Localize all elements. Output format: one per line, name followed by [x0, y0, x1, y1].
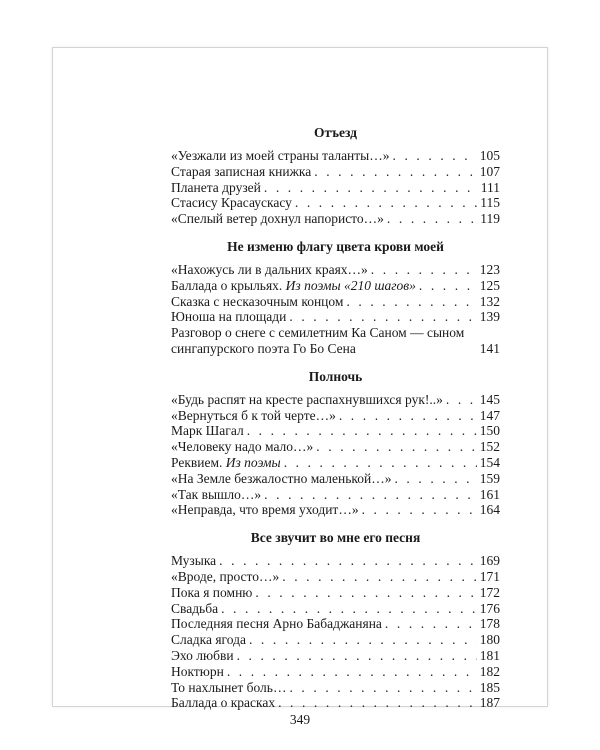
entry-page-number: 187 — [479, 695, 500, 711]
entry-page-number: 105 — [479, 148, 500, 163]
entry-page-number: 115 — [480, 195, 500, 211]
entry-page-number: 169 — [479, 553, 500, 569]
section-title: Все звучит во мне его песня — [250, 530, 421, 546]
dot-leader — [289, 309, 476, 325]
entry-page-number: 161 — [479, 486, 500, 502]
page-number: 349 — [289, 712, 311, 727]
dot-leader — [339, 408, 477, 424]
toc-section — [171, 238, 500, 357]
dot-leader — [387, 211, 477, 227]
dot-leader — [289, 680, 476, 696]
toc-entry — [171, 601, 500, 617]
entry-title: Эхо любви — [171, 647, 234, 663]
toc-entry — [171, 309, 500, 325]
toc-entry — [171, 195, 500, 211]
entry-title: Баллада о крыльях. — [171, 277, 283, 293]
entry-title: «Нахожусь ли в дальних краях…» — [171, 261, 368, 277]
toc-entry — [171, 569, 500, 585]
entry-page-number: 172 — [479, 584, 500, 600]
entry-title-italic: Из поэмы «210 шагов» — [285, 277, 416, 293]
entry-page-number: 132 — [479, 293, 500, 309]
toc-section — [171, 368, 500, 518]
section-title: Полночь — [308, 368, 363, 384]
dot-leader — [393, 148, 477, 164]
dot-leader — [247, 423, 477, 439]
entry-title: «Уезжали из моей страны таланты…» — [171, 148, 390, 163]
entry-title: «Вроде, просто…» — [171, 568, 280, 584]
dot-leader — [446, 392, 477, 408]
dot-leader — [264, 180, 477, 196]
entry-page-number: 141 — [479, 340, 500, 356]
book-page — [52, 47, 548, 727]
toc-entry — [171, 680, 500, 696]
toc-entry — [171, 423, 500, 439]
entry-title: Реквием. — [171, 454, 223, 470]
entry-title: Свадьба — [171, 600, 219, 616]
entry-title: Музыка — [171, 553, 217, 569]
entry-page-number: 159 — [479, 470, 500, 486]
dot-leader — [314, 164, 476, 180]
entry-page-number: 182 — [479, 663, 500, 679]
dot-leader — [371, 262, 477, 278]
entry-title: Разговор о снеге с семилетним Ка Саном — сыном — [171, 325, 465, 341]
dot-leader — [249, 632, 477, 648]
entry-page-number: 147 — [479, 407, 500, 423]
section-gap — [171, 227, 500, 238]
dot-leader — [385, 616, 477, 632]
entry-page-number: 154 — [479, 454, 500, 470]
section-gap — [171, 518, 500, 529]
toc-entry — [171, 502, 500, 518]
entry-title: Ноктюрн — [171, 663, 224, 679]
entry-title: Старая записная книжка — [171, 163, 312, 179]
toc-entry — [171, 632, 500, 648]
toc-entry — [171, 585, 500, 601]
entry-title: «На Земле безжалостно маленькой…» — [171, 470, 392, 486]
entry-page-number: 119 — [480, 211, 500, 227]
entry-title: Сладка ягода — [171, 632, 246, 648]
entry-title-continued: сингапурского поэта Го Бо Сена — [171, 340, 356, 356]
toc-section — [171, 124, 500, 227]
toc-entry — [171, 439, 500, 455]
entry-title: Последняя песня Арно Бабаджаняна — [171, 616, 382, 632]
toc-entry — [171, 148, 500, 164]
dot-leader — [316, 439, 476, 455]
dot-leader — [295, 195, 477, 211]
entry-page-number: 180 — [479, 632, 500, 648]
entry-title: «Так вышло…» — [171, 486, 262, 502]
entry-page-number: 164 — [479, 502, 500, 518]
section-gap — [171, 357, 500, 368]
entry-page-number: 171 — [479, 568, 500, 584]
dot-leader — [264, 487, 477, 503]
dot-leader — [346, 294, 476, 310]
toc-entry — [171, 262, 500, 278]
entry-title: «Неправда, что время уходит…» — [171, 502, 359, 518]
entry-title: «Вернуться б к той черте…» — [171, 407, 336, 423]
dot-leader — [237, 648, 477, 664]
entry-title: Стасису Красаускасу — [171, 195, 292, 211]
toc-entry — [171, 695, 500, 711]
entry-page-number: 139 — [479, 309, 500, 325]
dot-leader — [219, 553, 477, 569]
toc-entry — [171, 664, 500, 680]
toc-entry — [171, 471, 500, 487]
entry-title: Сказка с несказочным концом — [171, 293, 344, 309]
dot-leader — [278, 695, 477, 711]
entry-page-number: 150 — [479, 423, 500, 439]
dot-leader — [282, 569, 476, 585]
toc-entry — [171, 325, 500, 357]
entry-page-number: 107 — [479, 163, 500, 179]
entry-page-number: 176 — [479, 600, 500, 616]
entry-title-italic: Из поэмы — [225, 454, 281, 470]
entry-page-number: 178 — [479, 616, 500, 632]
toc-entry — [171, 455, 500, 471]
toc-entry — [171, 487, 500, 503]
toc-entry — [171, 392, 500, 408]
entry-title: Планета друзей — [171, 179, 261, 195]
dot-leader — [362, 502, 477, 518]
entry-title: Юноша на площади — [171, 309, 287, 325]
entry-title: «Спелый ветер дохнул напористо…» — [171, 211, 384, 227]
toc-entry — [171, 408, 500, 424]
toc-entry — [171, 278, 500, 294]
toc-section — [171, 529, 500, 711]
dot-leader — [221, 601, 477, 617]
toc-entry — [171, 553, 500, 569]
toc-entry — [171, 211, 500, 227]
entry-title: «Человеку надо мало…» — [171, 439, 314, 455]
entry-page-number: 145 — [479, 391, 500, 407]
entry-page-number: 111 — [480, 179, 500, 195]
toc-entry — [171, 648, 500, 664]
toc-entry — [171, 180, 500, 196]
entry-page-number: 125 — [479, 277, 500, 293]
toc-entry — [171, 164, 500, 180]
entry-title: Пока я помню — [171, 584, 253, 600]
toc-entry — [171, 616, 500, 632]
entry-title: Марк Шагал — [171, 423, 244, 439]
dot-leader — [227, 664, 477, 680]
section-title: Отъезд — [313, 125, 357, 140]
entry-page-number: 181 — [479, 647, 500, 663]
entry-page-number: 185 — [479, 679, 500, 695]
dot-leader — [394, 471, 476, 487]
entry-title: Баллада о красках — [171, 695, 276, 711]
entry-page-number: 152 — [479, 439, 500, 455]
entry-page-number: 123 — [479, 261, 500, 277]
section-title: Не изменю флагу цвета крови моей — [227, 238, 444, 254]
dot-leader — [284, 455, 477, 471]
dot-leader — [419, 278, 477, 294]
entry-title: «Будь распят на кресте распахнувшихся рук!..» — [171, 391, 443, 407]
table-of-contents — [171, 124, 500, 711]
dot-leader — [255, 585, 476, 601]
entry-title: То нахлынет боль… — [171, 679, 287, 695]
toc-entry — [171, 294, 500, 310]
